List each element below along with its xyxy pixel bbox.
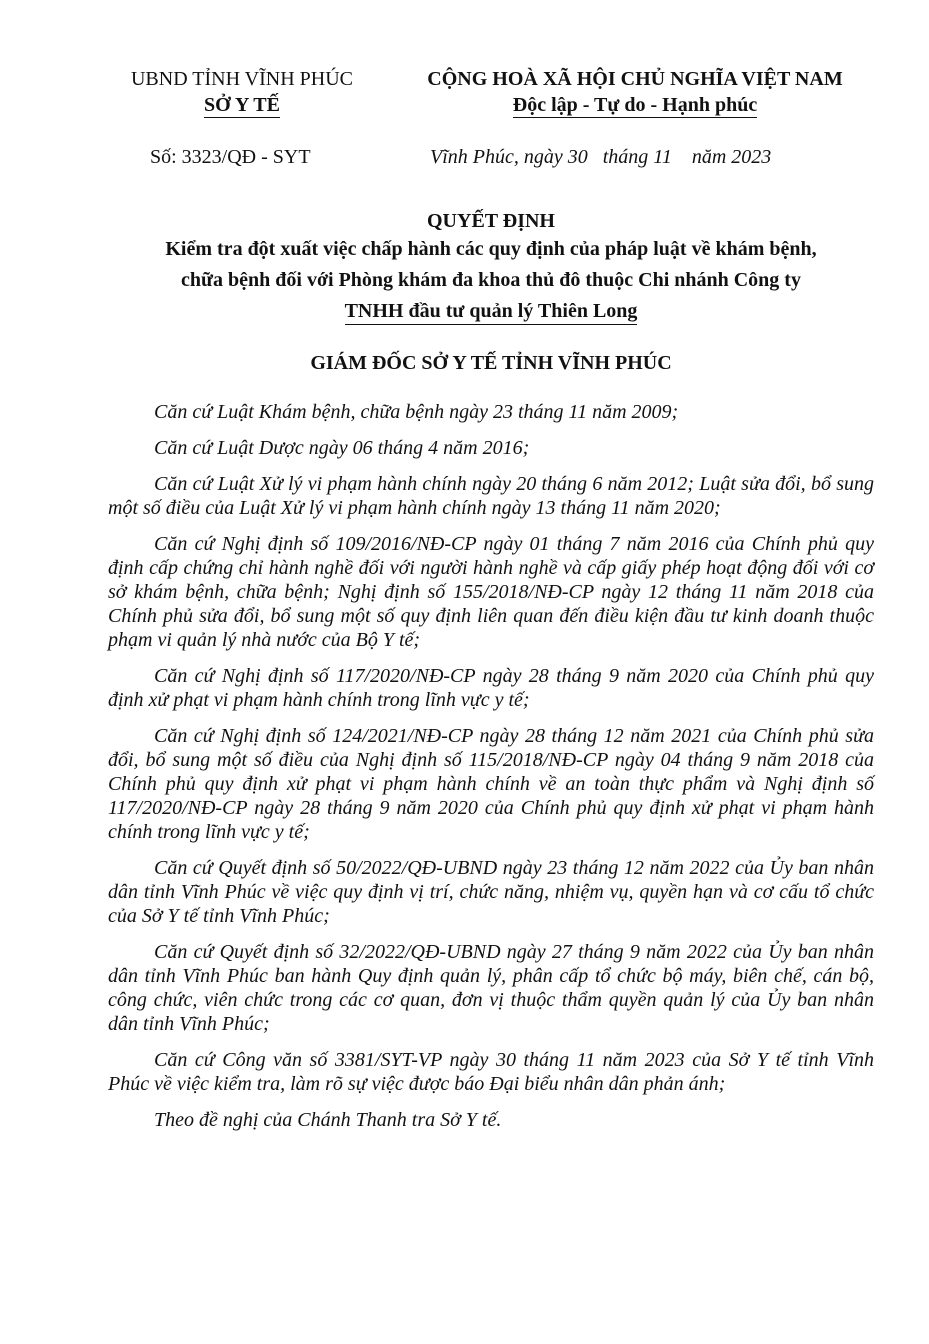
paragraph: Căn cứ Quyết định số 32/2022/QĐ-UBND ngày 27 tháng 9 năm 2022 của Ủy ban nhân dân tỉnh Vĩnh Phúc ban hành Quy định quản lý, phân cấp tổ chức bộ máy, biên chế, cán bộ, công chức, viên chức trong các cơ quan, đơn vị thuộc thẩm quyền quản lý của Ủy ban nhân dân tỉnh Vĩnh Phúc; <box>108 941 874 1035</box>
document-meta <box>0 146 929 176</box>
title-main: QUYẾT ĐỊNH <box>427 210 555 232</box>
paragraph: Căn cứ Nghị định số 109/2016/NĐ-CP ngày 01 tháng 7 năm 2016 của Chính phủ quy định cấp chứng chỉ hành nghề đối với người hành nghề và cấp giấy phép hoạt động đối với cơ sở khám bệnh, chữa bệnh; Nghị định số 155/2018/NĐ-CP ngày 12 tháng 11 năm 2018 của Chính phủ sửa đổi, bổ sung một số quy định liên quan đến điều kiện đầu tư kinh doanh thuộc phạm vi quản lý nhà nước của Bộ Y tế; <box>108 533 874 651</box>
country-name: CỘNG HOÀ XÃ HỘI CHỦ NGHĨA VIỆT NAM <box>427 68 843 90</box>
paragraph: Theo đề nghị của Chánh Thanh tra Sở Y tế. <box>154 1109 502 1131</box>
paragraph: Căn cứ Luật Xử lý vi phạm hành chính ngày 20 tháng 6 năm 2012; Luật sửa đổi, bổ sung một số điều của Luật Xử lý vi phạm hành chính ngày 13 tháng 11 năm 2020; <box>108 473 874 519</box>
agency-name: SỞ Y TẾ <box>204 94 280 116</box>
paragraph: Căn cứ Công văn số 3381/SYT-VP ngày 30 tháng 11 năm 2023 của Sở Y tế tỉnh Vĩnh Phúc về việc kiểm tra, làm rõ sự việc được báo Đại biểu nhân dân phản ánh; <box>108 1049 874 1095</box>
title-line-1: Kiểm tra đột xuất việc chấp hành các quy định của pháp luật về khám bệnh, <box>165 238 817 260</box>
paragraph: Căn cứ Nghị định số 117/2020/NĐ-CP ngày 28 tháng 9 năm 2020 của Chính phủ quy định xử phạt vi phạm hành chính trong lĩnh vực y tế; <box>108 665 874 711</box>
paragraph: Căn cứ Quyết định số 50/2022/QĐ-UBND ngày 23 tháng 12 năm 2022 của Ủy ban nhân dân tỉnh Vĩnh Phúc về việc quy định vị trí, chức năng, nhiệm vụ, quyền hạn và cơ cấu tổ chức của Sở Y tế tỉnh Vĩnh Phúc; <box>108 857 874 927</box>
document-number: Số: 3323/QĐ - SYT <box>150 146 311 168</box>
agency-parent: UBND TỈNH VĨNH PHÚC <box>130 68 354 90</box>
paragraph: Căn cứ Nghị định số 124/2021/NĐ-CP ngày 28 tháng 12 năm 2021 của Chính phủ sửa đổi, bổ sung một số điều của Nghị định số 115/2018/NĐ-CP ngày 04 tháng 9 năm 2018 của Chính phủ quy định xử phạt vi phạm hành chính về an toàn thực phẩm và Nghị định số 117/2020/NĐ-CP ngày 28 tháng 9 năm 2020 của Chính phủ quy định xử phạt vi phạm hành chính trong lĩnh vực y tế; <box>108 725 874 843</box>
document-date: Vĩnh Phúc, ngày 30 tháng 11 năm 2023 <box>430 146 772 168</box>
document-header <box>0 66 929 126</box>
paragraph: Căn cứ Luật Dược ngày 06 tháng 4 năm 2016; <box>154 437 530 459</box>
motto: Độc lập - Tự do - Hạnh phúc <box>512 94 758 116</box>
document-title <box>80 208 902 327</box>
issuing-agency <box>102 66 382 118</box>
title-line-3: TNHH đầu tư quản lý Thiên Long <box>345 298 638 325</box>
issuing-authority: GIÁM ĐỐC SỞ Y TẾ TỈNH VĨNH PHÚC <box>310 352 672 374</box>
title-line-2: chữa bệnh đối với Phòng khám đa khoa thủ đô thuộc Chi nhánh Công ty <box>181 269 801 291</box>
national-motto <box>396 66 874 118</box>
paragraph: Căn cứ Luật Khám bệnh, chữa bệnh ngày 23 tháng 11 năm 2009; <box>154 401 679 423</box>
document-body <box>108 400 874 1144</box>
